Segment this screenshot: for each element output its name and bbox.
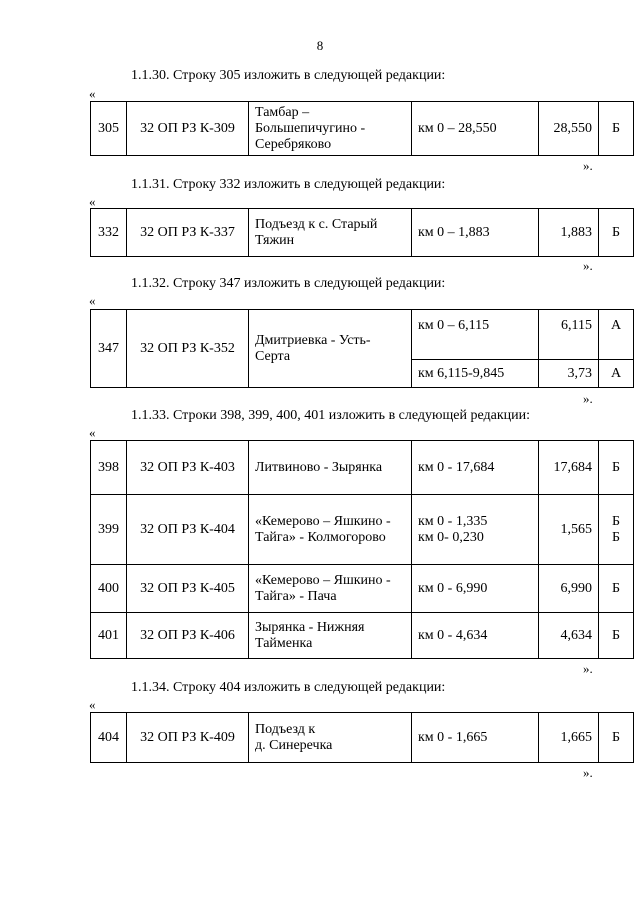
- table-row: [91, 209, 634, 257]
- opening-quote: «: [89, 293, 96, 308]
- section-heading: 1.1.31. Строку 332 изложить в следующей редакции:: [131, 177, 446, 192]
- road-category: Б: [599, 102, 634, 156]
- closing-quote: ».: [583, 258, 593, 273]
- row-number: 332: [91, 209, 127, 257]
- road-km: км 0 - 4,634: [412, 613, 539, 659]
- road-table: [90, 440, 634, 659]
- row-number: 305: [91, 102, 127, 156]
- closing-quote: ».: [583, 661, 593, 676]
- road-km: км 0 – 28,550: [412, 102, 539, 156]
- road-km: км 0 - 1,335 км 0- 0,230: [412, 495, 539, 565]
- opening-quote: «: [89, 697, 96, 712]
- road-km: км 6,115-9,845: [412, 360, 539, 388]
- road-code: 32 ОП РЗ К-406: [127, 613, 249, 659]
- road-category: А: [599, 360, 634, 388]
- road-length: 1,665: [539, 713, 599, 763]
- opening-quote: «: [89, 86, 96, 101]
- table-row: [91, 495, 634, 565]
- table-row: [91, 613, 634, 659]
- road-code: 32 ОП РЗ К-352: [127, 310, 249, 388]
- road-category: Б Б: [599, 495, 634, 565]
- road-category: Б: [599, 713, 634, 763]
- road-length: 1,883: [539, 209, 599, 257]
- road-code: 32 ОП РЗ К-405: [127, 565, 249, 613]
- road-length: 6,115: [539, 310, 599, 360]
- section-heading: 1.1.30. Строку 305 изложить в следующей редакции:: [131, 68, 446, 83]
- road-table: [90, 208, 634, 257]
- road-name: «Кемерово – Яшкино - Тайга» - Пача: [249, 565, 412, 613]
- row-number: 404: [91, 713, 127, 763]
- road-code: 32 ОП РЗ К-404: [127, 495, 249, 565]
- road-category: Б: [599, 613, 634, 659]
- road-name: Подъезд к д. Синеречка: [249, 713, 412, 763]
- road-code: 32 ОП РЗ К-403: [127, 441, 249, 495]
- table-row: [91, 713, 634, 763]
- table-row: [91, 310, 634, 360]
- road-km: км 0 – 1,883: [412, 209, 539, 257]
- road-km: км 0 - 6,990: [412, 565, 539, 613]
- opening-quote: «: [89, 194, 96, 209]
- section-heading: 1.1.33. Строки 398, 399, 400, 401 изложить в следующей редакции:: [131, 408, 531, 423]
- road-name: Литвиново - Зырянка: [249, 441, 412, 495]
- road-km: км 0 - 17,684: [412, 441, 539, 495]
- road-length: 4,634: [539, 613, 599, 659]
- row-number: 401: [91, 613, 127, 659]
- opening-quote: «: [89, 425, 96, 440]
- road-km: км 0 – 6,115: [412, 310, 539, 360]
- road-code: 32 ОП РЗ К-409: [127, 713, 249, 763]
- road-length: 28,550: [539, 102, 599, 156]
- road-km: км 0 - 1,665: [412, 713, 539, 763]
- table-row: [91, 441, 634, 495]
- section-heading: 1.1.34. Строку 404 изложить в следующей редакции:: [131, 680, 446, 695]
- closing-quote: ».: [583, 158, 593, 173]
- section-heading: 1.1.32. Строку 347 изложить в следующей редакции:: [131, 276, 446, 291]
- road-category: Б: [599, 565, 634, 613]
- road-table: [90, 101, 634, 156]
- road-table: [90, 309, 634, 388]
- road-length: 3,73: [539, 360, 599, 388]
- road-name: «Кемерово – Яшкино - Тайга» - Колмогорово: [249, 495, 412, 565]
- road-category: А: [599, 310, 634, 360]
- closing-quote: ».: [583, 765, 593, 780]
- table-row: [91, 102, 634, 156]
- road-name: Тамбар – Большепичугино - Серебряково: [249, 102, 412, 156]
- table-row: [91, 565, 634, 613]
- road-table: [90, 712, 634, 763]
- road-name: Дмитриевка - Усть- Серта: [249, 310, 412, 388]
- road-code: 32 ОП РЗ К-309: [127, 102, 249, 156]
- road-length: 17,684: [539, 441, 599, 495]
- road-length: 6,990: [539, 565, 599, 613]
- road-name: Подъезд к с. Старый Тяжин: [249, 209, 412, 257]
- road-code: 32 ОП РЗ К-337: [127, 209, 249, 257]
- road-category: Б: [599, 441, 634, 495]
- road-category: Б: [599, 209, 634, 257]
- row-number: 347: [91, 310, 127, 388]
- row-number: 400: [91, 565, 127, 613]
- road-name: Зырянка - Нижняя Тайменка: [249, 613, 412, 659]
- closing-quote: ».: [583, 391, 593, 406]
- page-number: 8: [316, 38, 324, 53]
- row-number: 398: [91, 441, 127, 495]
- road-length: 1,565: [539, 495, 599, 565]
- row-number: 399: [91, 495, 127, 565]
